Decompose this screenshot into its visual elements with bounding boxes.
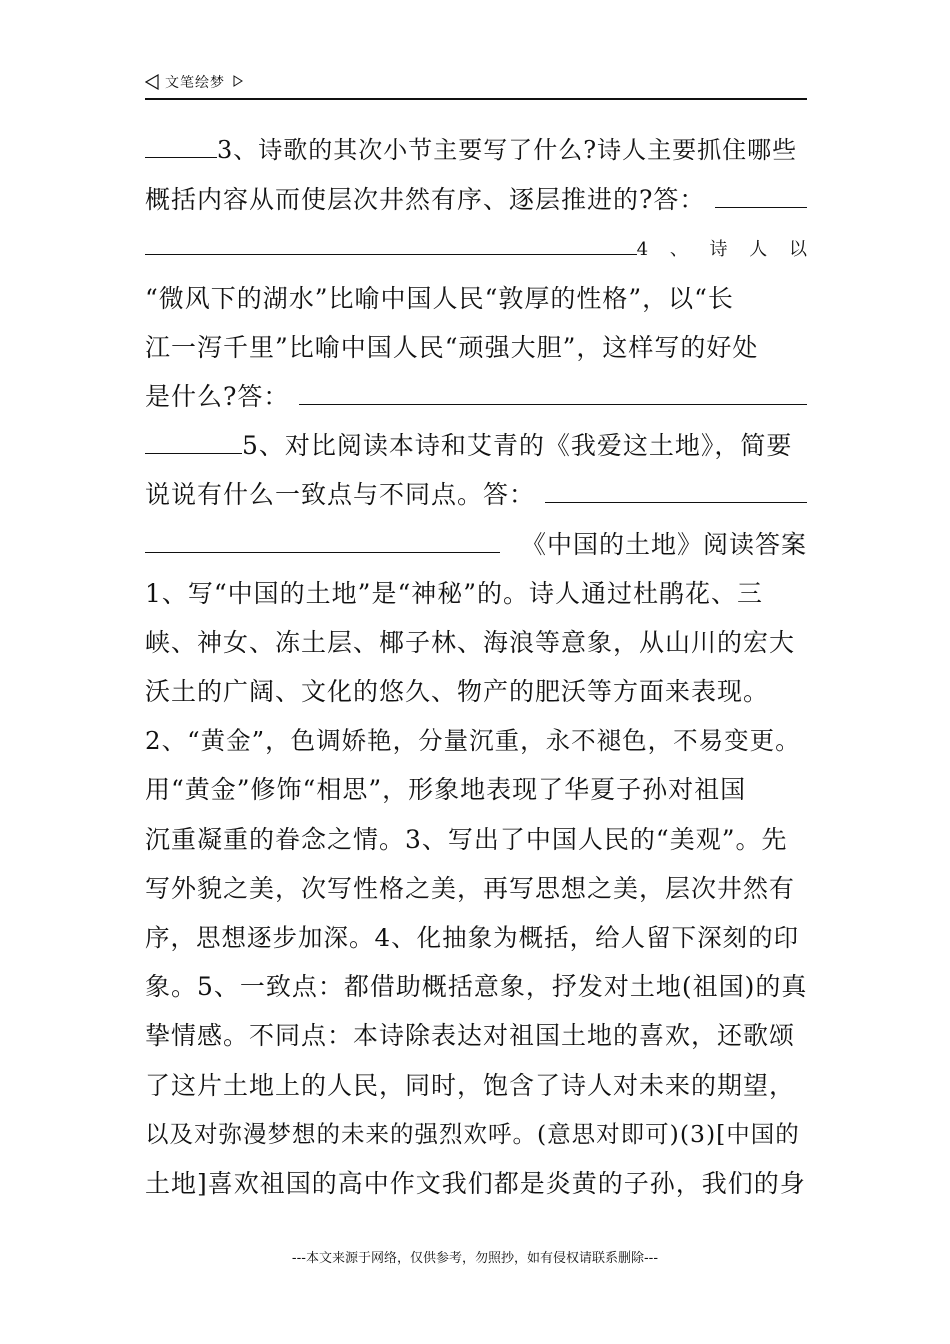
triangle-right-icon bbox=[233, 75, 243, 87]
answer-line: 序，思想逐步加深。4、化抽象为概括，给人留下深刻的印 bbox=[145, 923, 800, 952]
answer-line: 用“黄金”修饰“相思”，形象地表现了华夏子孙对祖国 bbox=[145, 775, 747, 805]
answer-line: 1、写“中国的土地”是“神秘”的。诗人通过杜鹃花、三 bbox=[145, 578, 764, 608]
question-4-line-1 bbox=[145, 224, 815, 273]
question-4-prompt: 是什么?答： bbox=[145, 381, 290, 411]
answer-line: 峡、神女、冻土层、椰子林、海浪等意象，从山川的宏大 bbox=[145, 627, 796, 657]
answer-blank bbox=[299, 374, 807, 405]
answer-line: 2、“黄金”，色调娇艳，分量沉重，永不褪色，不易变更。 bbox=[145, 726, 801, 756]
question-5-line-1 bbox=[145, 421, 807, 470]
page-footer: ---本文来源于网络，仅供参考，勿照抄，如有侵权请联系删除--- bbox=[291, 1251, 659, 1266]
answer-line: 土地]喜欢祖国的高中作文我们都是炎黄的子孙，我们的身 bbox=[145, 1168, 806, 1198]
question-4-line-3: 江一泻千里”比喻中国人民“顽强大胆”，这样写的好处 bbox=[145, 332, 759, 362]
document-body bbox=[145, 126, 815, 1208]
question-3-line-1 bbox=[145, 126, 807, 175]
answers-title: 《中国的土地》阅读答案 bbox=[520, 529, 807, 559]
answer-blank bbox=[545, 472, 807, 503]
triangle-left-icon bbox=[145, 74, 159, 90]
answers-heading-line bbox=[145, 520, 807, 569]
page-header bbox=[145, 72, 807, 100]
question-3-text: 3、诗歌的其次小节主要写了什么?诗人主要抓住哪些 bbox=[217, 136, 798, 164]
answer-blank bbox=[145, 127, 217, 158]
answer-blank bbox=[145, 423, 242, 454]
answer-blank bbox=[145, 224, 637, 255]
answer-line: 沃土的广阔、文化的悠久、物产的肥沃等方面来表现。 bbox=[145, 677, 770, 707]
answer-line: 挚情感。不同点：本诗除表达对祖国土地的喜欢，还歌颂 bbox=[145, 1021, 796, 1051]
question-4-lead: 4 、 诗 人 以 bbox=[636, 239, 815, 261]
answer-line: 了这片土地上的人民，同时，饱含了诗人对未来的期望， bbox=[145, 1070, 796, 1100]
answer-line: 写外貌之美，次写性格之美，再写思想之美，层次井然有 bbox=[145, 873, 796, 903]
question-3-line-2 bbox=[145, 175, 807, 224]
question-3-prompt: 概括内容从而使层次井然有序、逐层推进的?答： bbox=[145, 185, 706, 215]
header-title: 文笔绘梦 bbox=[165, 75, 225, 91]
answer-blank bbox=[145, 522, 500, 553]
question-5-text: 5、对比阅读本诗和艾青的《我爱这土地》，简要 bbox=[242, 431, 793, 461]
answer-blank bbox=[715, 177, 807, 208]
question-4-line-4 bbox=[145, 372, 807, 421]
answer-line: 以及对弥漫梦想的未来的强烈欢呼。(意思对即可)(3)[中国的 bbox=[145, 1119, 800, 1148]
question-5-line-2 bbox=[145, 470, 807, 519]
question-4-line-2: “微风下的湖水”比喻中国人民“敦厚的性格”，以“长 bbox=[145, 283, 734, 313]
answer-line: 象。5、一致点：都借助概括意象，抒发对土地(祖国)的真 bbox=[145, 972, 808, 1002]
question-5-prompt: 说说有什么一致点与不同点。答： bbox=[145, 480, 536, 510]
answer-line: 沉重凝重的眷念之情。3、写出了中国人民的“美观”。先 bbox=[145, 824, 788, 854]
